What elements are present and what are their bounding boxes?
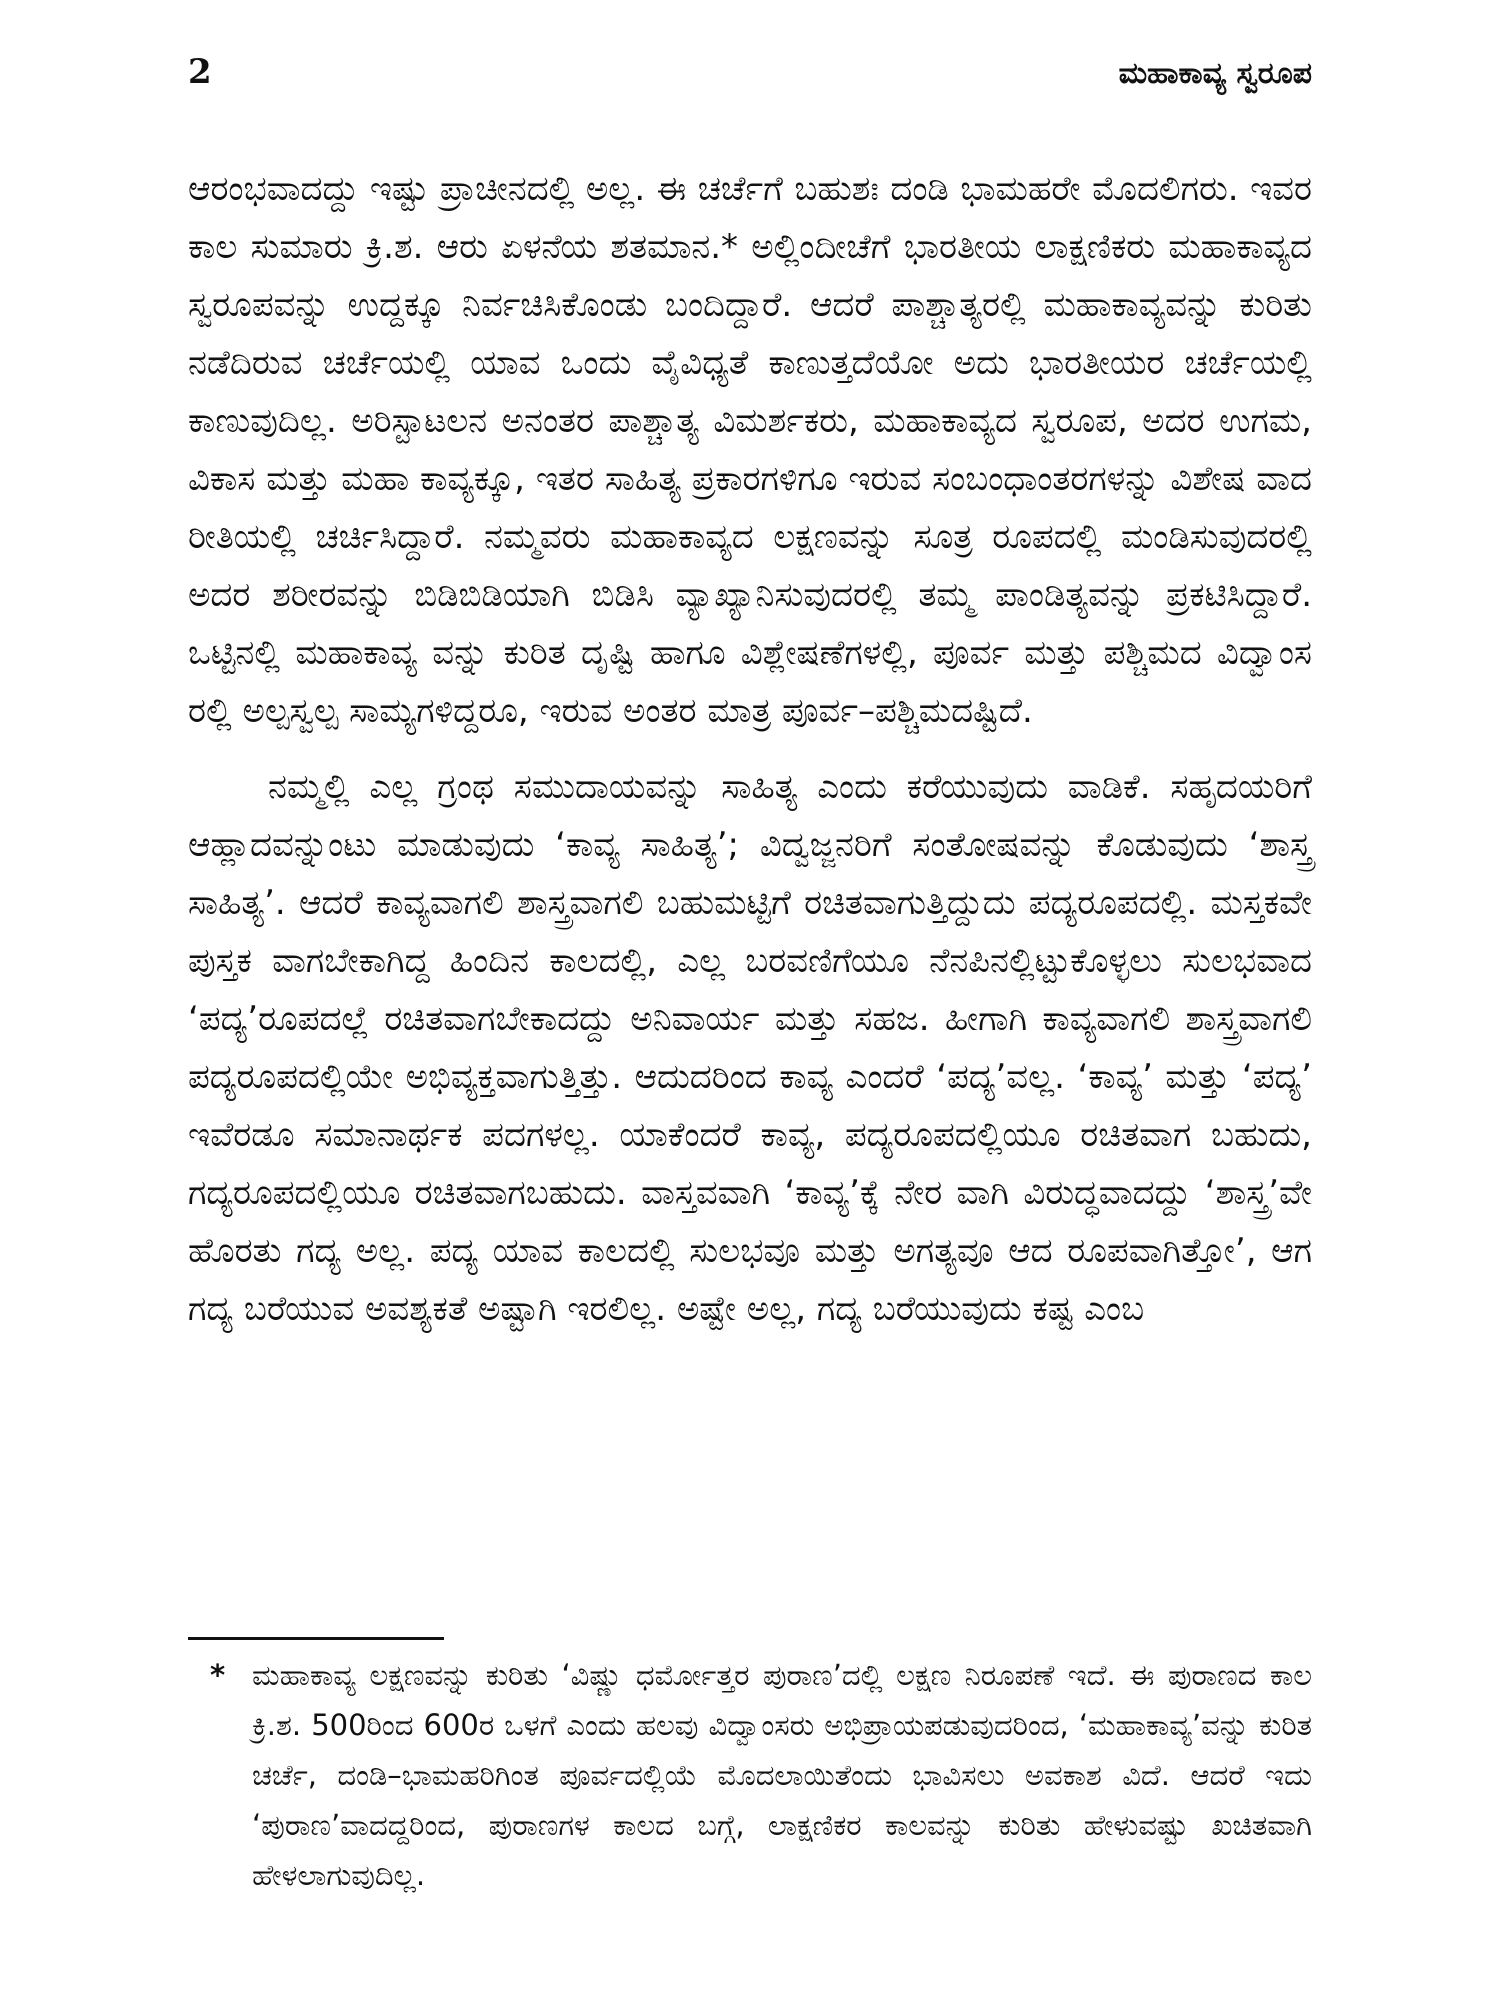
paragraph-2: ನಮ್ಮಲ್ಲಿ ಎಲ್ಲ ಗ್ರಂಥ ಸಮುದಾಯವನ್ನು ಸಾಹಿತ್ಯ ಎಂದು ಕರೆಯುವುದು ವಾಡಿಕೆ. ಸಹೃದಯರಿಗೆ ಆಹ್ಲಾದವನ್ನುಂಟು ಮಾಡುವುದು ‘ಕಾವ್ಯ ಸಾಹಿತ್ಯ’; ವಿದ್ವಜ್ಜನರಿಗೆ ಸಂತೋಷವನ್ನು ಕೊಡುವುದು ‘ಶಾಸ್ತ್ರ ಸಾಹಿತ್ಯ’. ಆದರೆ ಕಾವ್ಯವಾಗಲಿ ಶಾಸ್ತ್ರವಾಗಲಿ ಬಹುಮಟ್ಟಿಗೆ ರಚಿತವಾಗುತ್ತಿದ್ದುದು ಪದ್ಯರೂಪದಲ್ಲಿ. ಮಸ್ತಕವೇ ಪುಸ್ತಕ ವಾಗಬೇಕಾಗಿದ್ದ ಹಿಂದಿನ ಕಾಲದಲ್ಲಿ, ಎಲ್ಲ ಬರವಣಿಗೆಯೂ ನೆನಪಿನಲ್ಲಿಟ್ಟುಕೊಳ್ಳಲು ಸುಲಭವಾದ ‘ಪದ್ಯ’ರೂಪದಲ್ಲೆ ರಚಿತವಾಗಬೇಕಾದದ್ದು ಅನಿವಾರ್ಯ ಮತ್ತು ಸಹಜ. ಹೀಗಾಗಿ ಕಾವ್ಯವಾಗಲಿ ಶಾಸ್ತ್ರವಾಗಲಿ ಪದ್ಯರೂಪದಲ್ಲಿಯೇ ಅಭಿವ್ಯಕ್ತವಾಗುತ್ತಿತ್ತು. ಆದುದರಿಂದ ಕಾವ್ಯ ಎಂದರೆ ‘ಪದ್ಯ’ವಲ್ಲ. ‘ಕಾವ್ಯ’ ಮತ್ತು ‘ಪದ್ಯ’ ಇವೆರಡೂ ಸಮಾನಾರ್ಥಕ ಪದಗಳಲ್ಲ. ಯಾಕೆಂದರೆ ಕಾವ್ಯ, ಪದ್ಯರೂಪದಲ್ಲಿಯೂ ರಚಿತವಾಗ ಬಹುದು, ಗದ್ಯರೂಪದಲ್ಲಿಯೂ ರಚಿತವಾಗಬಹುದು. ವಾಸ್ತವವಾಗಿ ‘ಕಾವ್ಯ’ಕ್ಕೆ ನೇರ ವಾಗಿ ವಿರುದ್ಧವಾದದ್ದು ‘ಶಾಸ್ತ್ರ’ವೇ ಹೊರತು ಗದ್ಯ ಅಲ್ಲ. ಪದ್ಯ ಯಾವ ಕಾಲದಲ್ಲಿ ಸುಲಭವೂ ಮತ್ತು ಅಗತ್ಯವೂ ಆದ ರೂಪವಾಗಿತ್ತೋ’, ಆಗ ಗದ್ಯ ಬರೆಯುವ ಅವಶ್ಯಕತೆ ಅಷ್ಟಾಗಿ ಇರಲಿಲ್ಲ. ಅಷ್ಟೇ ಅಲ್ಲ, ಗದ್ಯ ಬರೆಯುವುದು ಕಷ್ಟ ಎಂಬ [188, 767, 1312, 1329]
body-text [188, 160, 1312, 1338]
footnote-marker: * [210, 1658, 226, 1692]
page-number: 2 [188, 52, 212, 92]
footnote-text: ಮಹಾಕಾವ್ಯ ಲಕ್ಷಣವನ್ನು ಕುರಿತು ‘ವಿಷ್ಣು ಧರ್ಮೋತ್ತರ ಪುರಾಣ’ದಲ್ಲಿ ಲಕ್ಷಣ ನಿರೂಪಣೆ ಇದೆ. ಈ ಪುರಾಣದ ಕಾಲ ಕ್ರಿ.ಶ. 500ರಿಂದ 600ರ ಒಳಗೆ ಎಂದು ಹಲವು ವಿದ್ವಾಂಸರು ಅಭಿಪ್ರಾಯಪಡುವುದರಿಂದ, ‘ಮಹಾಕಾವ್ಯ’ವನ್ನು ಕುರಿತ ಚರ್ಚೆ, ದಂಡಿ–ಭಾಮಹರಿಗಿಂತ ಪೂರ್ವದಲ್ಲಿಯೆ ಮೊದಲಾಯಿತೆಂದು ಭಾವಿಸಲು ಅವಕಾಶ ವಿದೆ. ಆದರೆ ಇದು ‘ಪುರಾಣ’ವಾದದ್ದರಿಂದ, ಪುರಾಣಗಳ ಕಾಲದ ಬಗ್ಗೆ, ಲಾಕ್ಷಣಿಕರ ಕಾಲವನ್ನು ಕುರಿತು ಹೇಳುವಷ್ಟು ಖಚಿತವಾಗಿ ಹೇಳಲಾಗುವುದಿಲ್ಲ. [252, 1658, 1312, 1892]
paragraph-1: ಆರಂಭವಾದದ್ದು ಇಷ್ಟು ಪ್ರಾಚೀನದಲ್ಲಿ ಅಲ್ಲ. ಈ ಚರ್ಚೆಗೆ ಬಹುಶಃ ದಂಡಿ ಭಾಮಹರೇ ಮೊದಲಿಗರು. ಇವರ ಕಾಲ ಸುಮಾರು ಕ್ರಿ.ಶ. ಆರು ಏಳನೆಯ ಶತಮಾನ.* ಅಲ್ಲಿಂದೀಚೆಗೆ ಭಾರತೀಯ ಲಾಕ್ಷಣಿಕರು ಮಹಾಕಾವ್ಯದ ಸ್ವರೂಪವನ್ನು ಉದ್ದಕ್ಕೂ ನಿರ್ವಚಿಸಿಕೊಂಡು ಬಂದಿದ್ದಾರೆ. ಆದರೆ ಪಾಶ್ಚಾತ್ಯರಲ್ಲಿ ಮಹಾಕಾವ್ಯವನ್ನು ಕುರಿತು ನಡೆದಿರುವ ಚರ್ಚೆಯಲ್ಲಿ ಯಾವ ಒಂದು ವೈವಿಧ್ಯತೆ ಕಾಣುತ್ತದೆಯೋ ಅದು ಭಾರತೀಯರ ಚರ್ಚೆಯಲ್ಲಿ ಕಾಣುವುದಿಲ್ಲ. ಅರಿಸ್ಟಾಟಲನ ಅನಂತರ ಪಾಶ್ಚಾತ್ಯ ವಿಮರ್ಶಕರು, ಮಹಾಕಾವ್ಯದ ಸ್ವರೂಪ, ಅದರ ಉಗಮ, ವಿಕಾಸ ಮತ್ತು ಮಹಾ ಕಾವ್ಯಕ್ಕೂ, ಇತರ ಸಾಹಿತ್ಯ ಪ್ರಕಾರಗಳಿಗೂ ಇರುವ ಸಂಬಂಧಾಂತರಗಳನ್ನು ವಿಶೇಷ ವಾದ ರೀತಿಯಲ್ಲಿ ಚರ್ಚಿಸಿದ್ದಾರೆ. ನಮ್ಮವರು ಮಹಾಕಾವ್ಯದ ಲಕ್ಷಣವನ್ನು ಸೂತ್ರ ರೂಪದಲ್ಲಿ ಮಂಡಿಸುವುದರಲ್ಲಿ ಅದರ ಶರೀರವನ್ನು ಬಿಡಿಬಿಡಿಯಾಗಿ ಬಿಡಿಸಿ ವ್ಯಾಖ್ಯಾನಿಸುವುದರಲ್ಲಿ ತಮ್ಮ ಪಾಂಡಿತ್ಯವನ್ನು ಪ್ರಕಟಿಸಿದ್ದಾರೆ. ಒಟ್ಟಿನಲ್ಲಿ ಮಹಾಕಾವ್ಯ ವನ್ನು ಕುರಿತ ದೃಷ್ಟಿ ಹಾಗೂ ವಿಶ್ಲೇಷಣೆಗಳಲ್ಲಿ, ಪೂರ್ವ ಮತ್ತು ಪಶ್ಚಿಮದ ವಿದ್ವಾಂಸ ರಲ್ಲಿ ಅಲ್ಪಸ್ವಲ್ಪ ಸಾಮ್ಯಗಳಿದ್ದರೂ, ಇರುವ ಅಂತರ ಮಾತ್ರ ಪೂರ್ವ–ಪಶ್ಚಿಮದಷ್ಟಿದೆ. [188, 169, 1312, 731]
footnote-divider [188, 1637, 444, 1640]
running-title: ಮಹಾಕಾವ್ಯ ಸ್ವರೂಪ [1118, 56, 1312, 91]
footnote [188, 1650, 1312, 1900]
